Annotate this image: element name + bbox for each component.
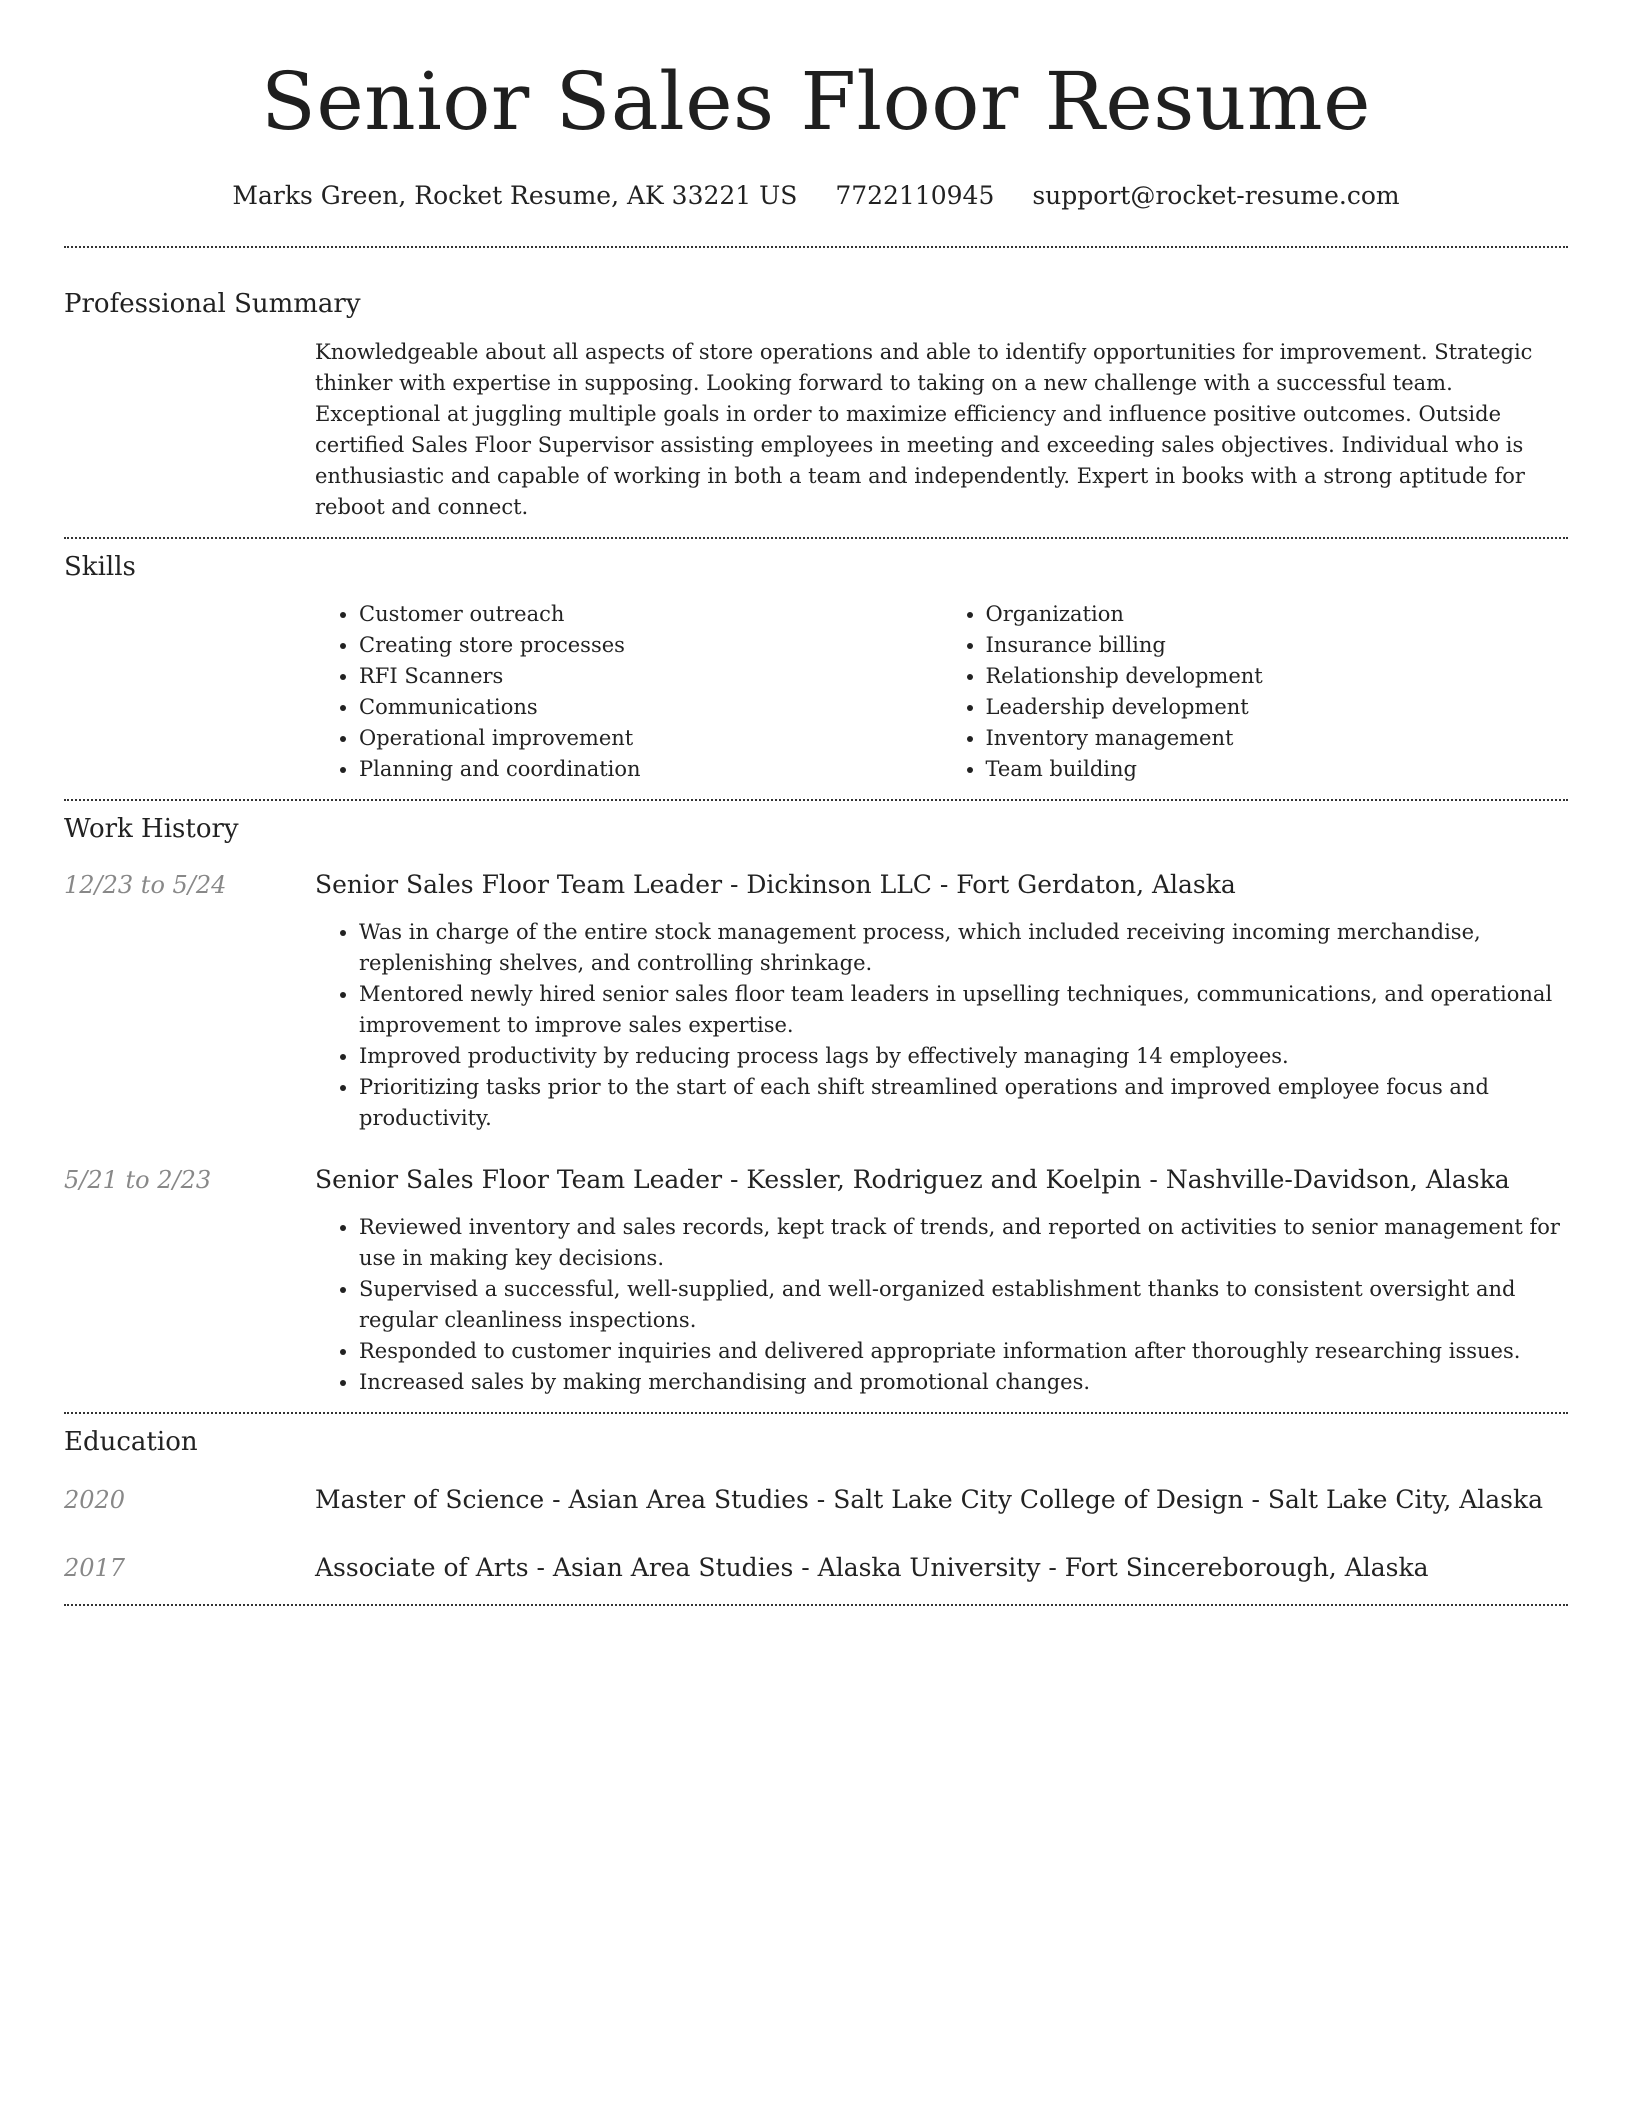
job-title: Senior Sales Floor Team Leader - Kessler, Rodriguez and Koelpin - Nashville-Davidson, Alaska — [315, 1165, 1510, 1194]
job-bullet: • Mentored newly hired senior sales floor team leaders in upselling techniques, communications, and operational improvement to improve sales expertise. — [359, 979, 1568, 1041]
divider — [64, 1604, 1568, 1606]
job-bullet-list — [315, 1212, 1568, 1398]
job-bullet: • Improved productivity by reducing process lags by effectively managing 14 employees. — [359, 1041, 1568, 1072]
education-entry — [64, 1484, 1568, 1516]
skill-item: • Creating store processes — [359, 630, 942, 661]
job-details — [315, 869, 1568, 1134]
job-bullet: • Reviewed inventory and sales records, kept track of trends, and reported on activities to senior management for use in making key decisions. — [359, 1212, 1568, 1274]
divider — [64, 1412, 1568, 1414]
skills-list-right — [942, 599, 1569, 785]
education-year: 2020 — [64, 1486, 126, 1514]
divider — [64, 537, 1568, 539]
contact-line — [64, 180, 1568, 212]
skill-item: • Planning and coordination — [359, 754, 942, 785]
section-heading-summary: Professional Summary — [64, 289, 361, 319]
job-dates: 5/21 to 2/23 — [64, 1166, 212, 1194]
skill-item: • Insurance billing — [986, 630, 1569, 661]
job-details — [315, 1164, 1568, 1398]
section-heading-education: Education — [64, 1427, 198, 1457]
education-title: Master of Science - Asian Area Studies - Salt Lake City College of Design - Salt Lake City, Alaska — [315, 1485, 1544, 1514]
job-entry — [64, 1164, 1568, 1398]
job-bullet: • Increased sales by making merchandising and promotional changes. — [359, 1367, 1568, 1398]
skills-row — [64, 599, 1568, 785]
job-bullet: • Responded to customer inquiries and delivered appropriate information after thoroughly researching issues. — [359, 1336, 1568, 1367]
skills-lists — [315, 599, 1568, 785]
contact-email: support@rocket-resume.com — [1032, 181, 1400, 210]
skill-item: • RFI Scanners — [359, 661, 942, 692]
skill-item: • Operational improvement — [359, 723, 942, 754]
education-title: Associate of Arts - Asian Area Studies - Alaska University - Fort Sincereborough, Alaska — [315, 1553, 1429, 1582]
resume-title: Senior Sales Floor Resume — [261, 55, 1371, 148]
skill-item: • Customer outreach — [359, 599, 942, 630]
education-entry — [64, 1552, 1568, 1584]
skill-item: • Leadership development — [986, 692, 1569, 723]
job-bullet: • Prioritizing tasks prior to the start of each shift streamlined operations and improved employee focus and productivity. — [359, 1072, 1568, 1134]
summary-text: Knowledgeable about all aspects of store operations and able to identify opportunities for improvement. Strategic thinker with expertise in supposing. Looking forward to taking on a new challenge with a successful team. Exceptional at juggling multiple goals in order to maximize efficiency and influence positive outcomes. Outside certified Sales Floor Supervisor assisting employees in meeting and exceeding sales objectives. Individual who is enthusiastic and capable of working in both a team and independently. Expert in books with a strong aptitude for reboot and connect. — [315, 340, 1533, 519]
summary-row — [64, 337, 1568, 523]
skill-item: • Team building — [986, 754, 1569, 785]
divider — [64, 246, 1568, 248]
job-bullet: • Supervised a successful, well-supplied, and well-organized establishment thanks to consistent oversight and regular cleanliness inspections. — [359, 1274, 1568, 1336]
job-title: Senior Sales Floor Team Leader - Dickinson LLC - Fort Gerdaton, Alaska — [315, 870, 1236, 899]
job-bullet-list — [315, 917, 1568, 1134]
contact-address: Marks Green, Rocket Resume, AK 33221 US — [232, 181, 798, 210]
contact-phone: 7722110945 — [835, 181, 995, 210]
skills-list-left — [315, 599, 942, 785]
job-entry — [64, 869, 1568, 1134]
education-year: 2017 — [64, 1554, 126, 1582]
skill-item: • Communications — [359, 692, 942, 723]
skill-item: • Inventory management — [986, 723, 1569, 754]
skill-item: • Relationship development — [986, 661, 1569, 692]
section-heading-work: Work History — [64, 814, 239, 844]
summary-body — [315, 337, 1568, 523]
divider — [64, 799, 1568, 801]
job-bullet: • Was in charge of the entire stock management process, which included receiving incoming merchandise, replenishing shelves, and controlling shrinkage. — [359, 917, 1568, 979]
section-heading-skills: Skills — [64, 552, 136, 582]
skill-item: • Organization — [986, 599, 1569, 630]
job-dates: 12/23 to 5/24 — [64, 871, 227, 899]
